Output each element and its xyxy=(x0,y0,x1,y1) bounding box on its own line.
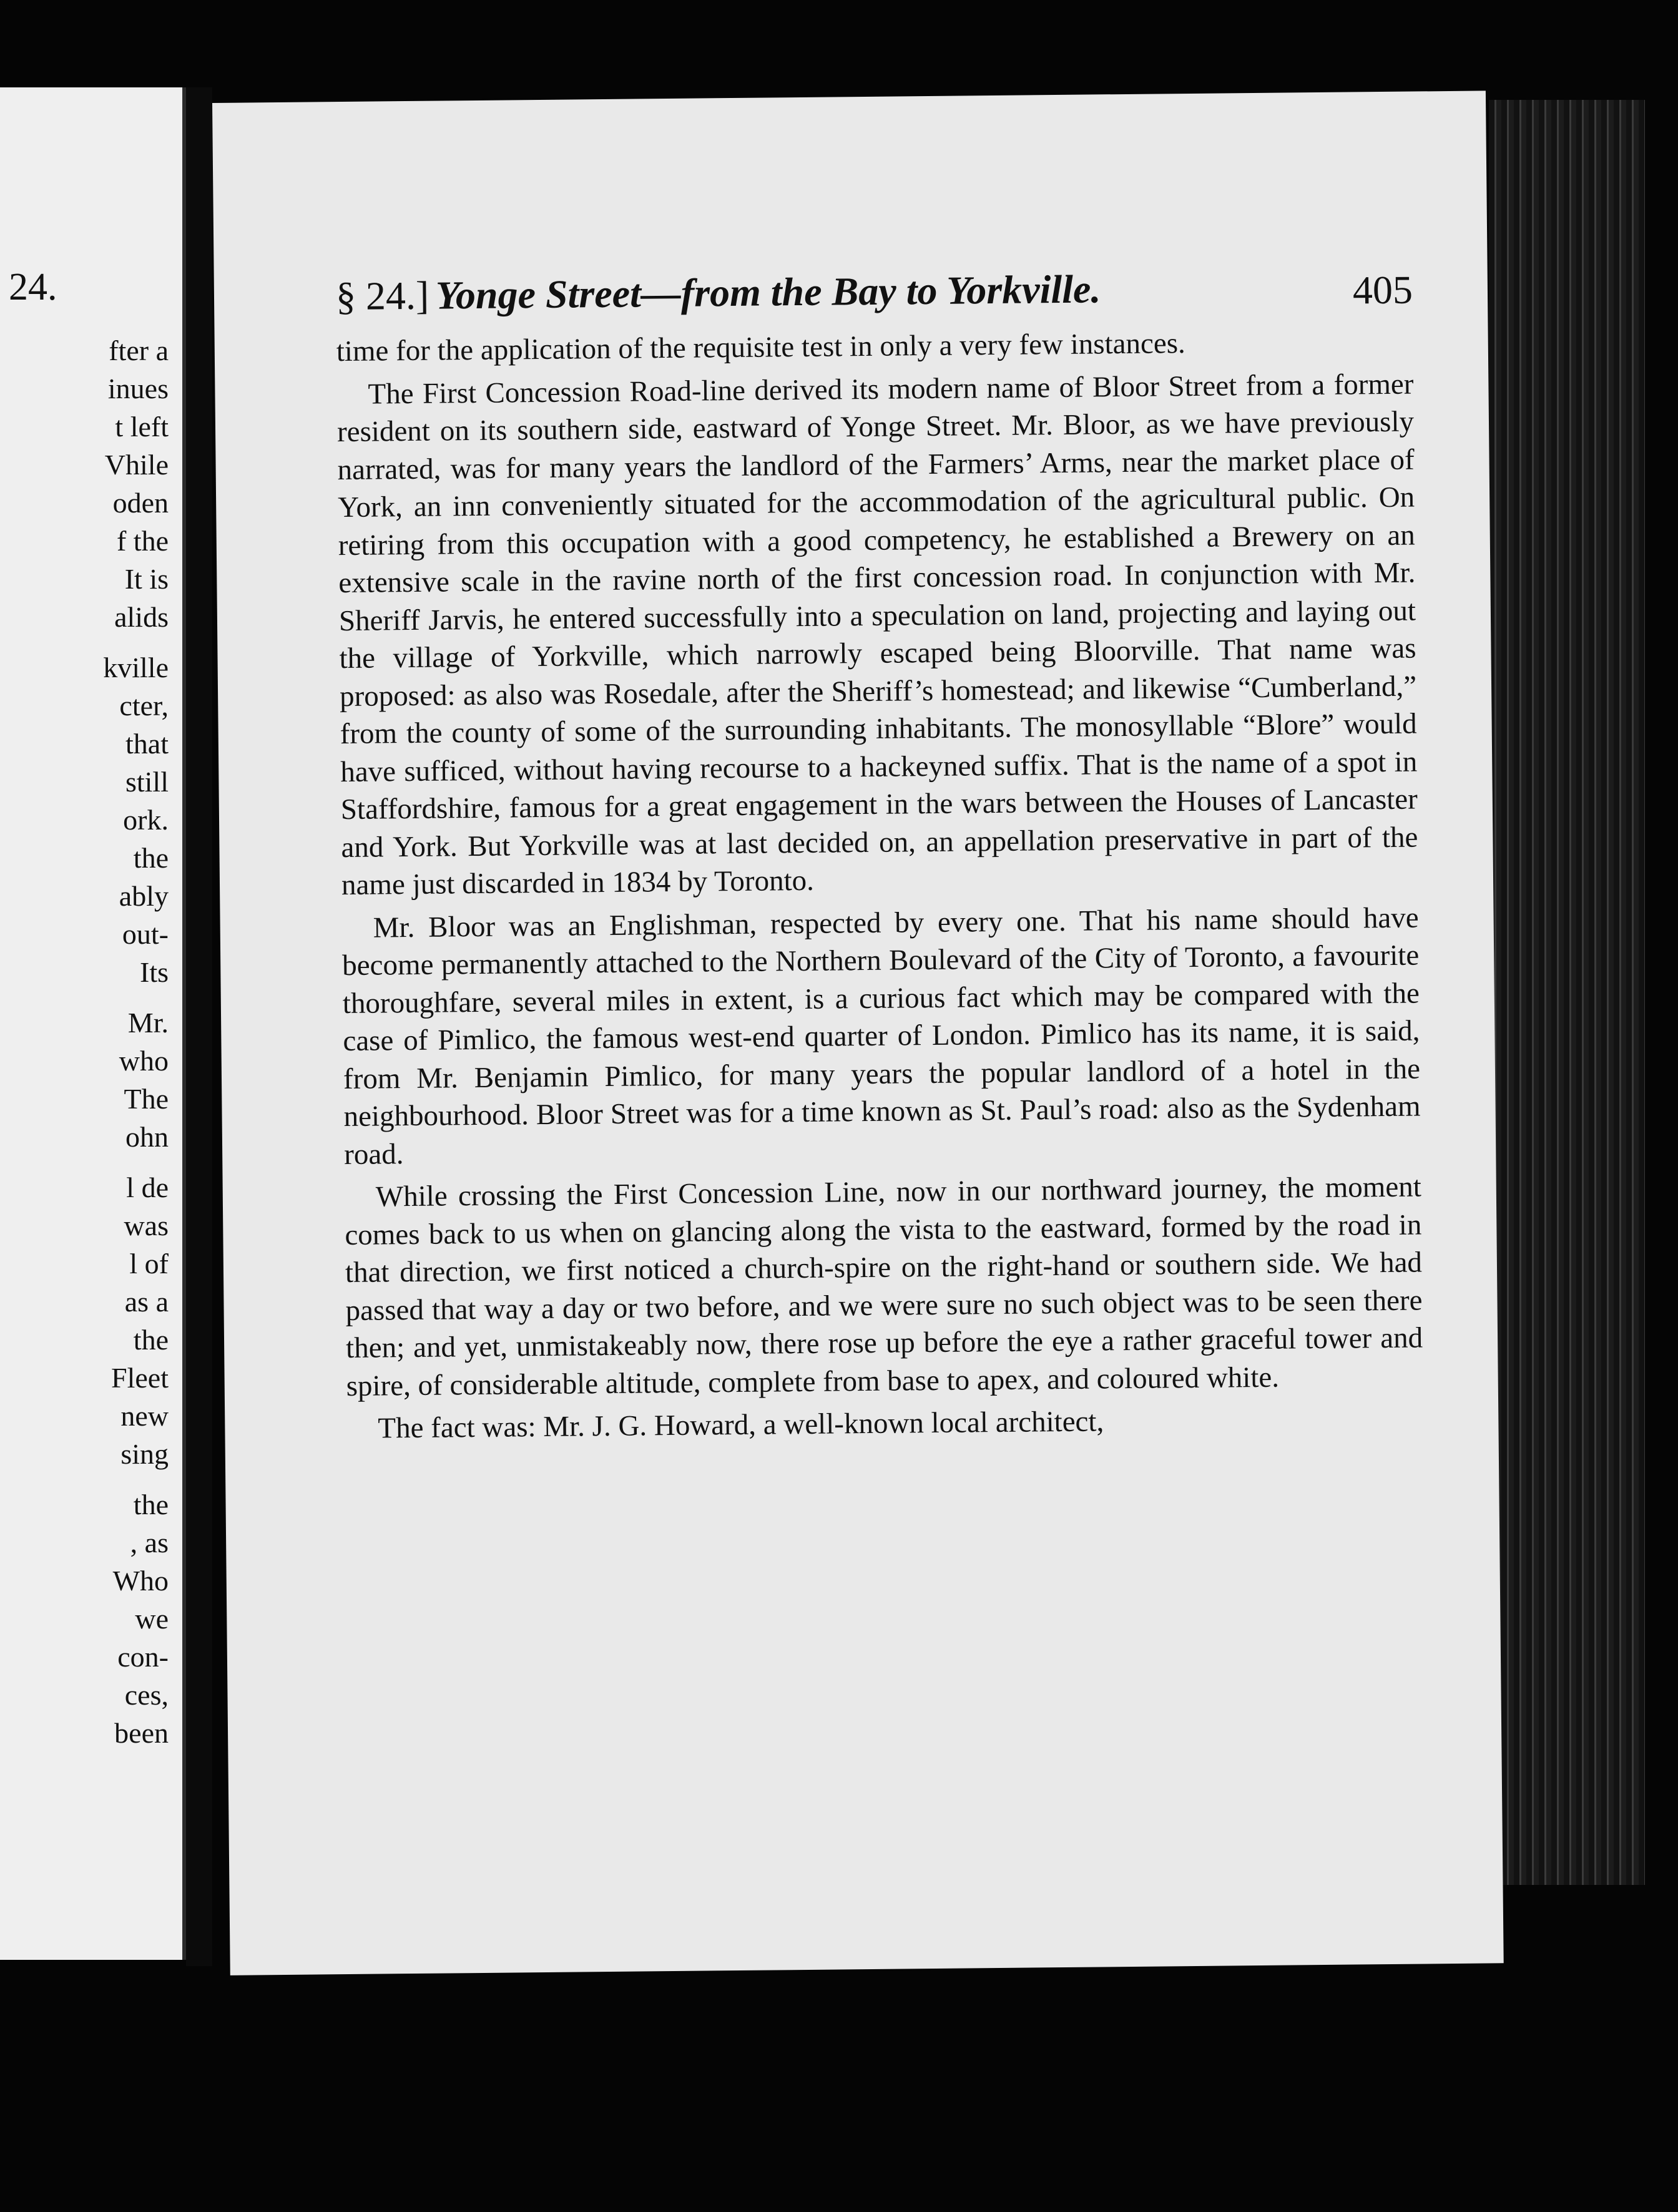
previous-page-line: It is xyxy=(124,563,169,595)
previous-page-line: Vhile xyxy=(104,449,169,481)
previous-page-line: the xyxy=(133,1489,169,1520)
book-gutter xyxy=(186,87,212,1966)
previous-page-line: Mr. xyxy=(127,1007,169,1039)
previous-page-line: new xyxy=(120,1400,169,1432)
previous-page-line: ably xyxy=(119,880,169,912)
previous-page-line: f the xyxy=(116,525,169,557)
previous-page-fragment xyxy=(0,87,186,1960)
paragraph: While crossing the First Concession Line, now in our northward journey, the moment comes back to us when on glancing along the vista to the eastward, formed by the road in that direction, we first noticed a church-spire on the right-hand or southern side. We had passed that way a day or two before, and we were sure no such object was to be seen there then; and yet, unmistakeably now, there rose up before the eye a rather graceful tower and spire, of considerable altitude, complete from base to apex, and coloured white. xyxy=(345,1170,1423,1402)
previous-page-line: the xyxy=(133,842,169,874)
page-edges xyxy=(1489,100,1645,1885)
previous-page-line: fter a xyxy=(109,335,169,366)
previous-page-line: been xyxy=(114,1717,169,1749)
previous-page-line: , as xyxy=(130,1527,169,1559)
paragraph: Mr. Bloor was an Englishman, respected by every one. That his name should have become permanently attached to the Northern Boulevard of the City of Toronto, a favourite thoroughfare, several miles in extent, is a curious fact which may be compared with the case of Pimlico, the famous west-end quarter of London. Pimlico has its name, it is said, from Mr. Benjamin Pimlico, for many years the popular landlord of a hotel in the neighbourhood. Bloor Street was for a time known as St. Paul’s road: also as the Sydenham road. xyxy=(342,901,1421,1171)
previous-page-line: inues xyxy=(107,373,169,404)
previous-page-line: was xyxy=(124,1210,169,1241)
running-title: Yonge Street—from the Bay to Yorkville. xyxy=(435,267,1101,318)
previous-page-line: as a xyxy=(124,1286,169,1318)
page-body xyxy=(336,323,1424,1453)
previous-page-line: Fleet xyxy=(111,1362,169,1394)
previous-page-line: l de xyxy=(126,1172,169,1203)
previous-page-line: alids xyxy=(114,601,169,633)
previous-page-line: The xyxy=(124,1083,169,1115)
previous-page-line: the xyxy=(133,1324,169,1356)
paragraph: The First Concession Road-line derived its modern name of Bloor Street from a former resident on its southern side, eastward of Yonge Street. Mr. Bloor, as we have previously narrated, was for many years the landlord of the Farmers’ Arms, near the market place of York, an inn conveniently situated for the accommodation of the agricultural public. On retiring from this occupation with a good competency, he established a Brewery on an extensive scale in the ravine north of the first concession road. In conjunction with Mr. Sheriff Jarvis, he entered successfully into a speculation on land, projecting and laying out the village of Yorkville, which narrowly escaped being Bloorville. That name was proposed: as also was Rosedale, after the Sheriff’s homestead; and likewise “Cumberland,” from the county of some of the surrounding inhabitants. The monosyllable “Blore” would have sufficed, without having recourse to a hackeyned suffix. That is the name of a spot in Staffordshire, famous for a great engagement in the wars between the Houses of Lancaster and York. But Yorkville was at last decided on, an appellation preservative in part of the name just discarded in 1834 by Toronto. xyxy=(336,368,1418,902)
previous-page-line: oden xyxy=(112,487,169,519)
previous-page-line: t left xyxy=(115,411,169,443)
current-page xyxy=(212,91,1504,1975)
previous-page-line: Its xyxy=(140,956,169,988)
section-marker: § 24.] xyxy=(335,273,429,319)
paragraph: time for the application of the requisite test in only a very few instances. xyxy=(336,327,1186,368)
previous-page-line: out- xyxy=(122,918,169,950)
previous-page-line: sing xyxy=(120,1438,169,1470)
previous-page-line: kville xyxy=(103,652,169,683)
running-header xyxy=(336,263,1413,330)
previous-page-number: 24. xyxy=(9,266,57,308)
previous-page-line: still xyxy=(125,766,169,798)
previous-page-line: ohn xyxy=(125,1121,169,1153)
page-number: 405 xyxy=(1352,267,1413,313)
previous-page-line: Who xyxy=(112,1565,169,1597)
previous-page-line: ork. xyxy=(123,804,169,836)
previous-page-line: ces, xyxy=(124,1679,169,1711)
previous-page-line: that xyxy=(125,728,169,760)
paragraph: The fact was: Mr. J. G. Howard, a well-known local architect, xyxy=(378,1405,1104,1445)
previous-page-line: who xyxy=(119,1045,169,1077)
previous-page-line: cter, xyxy=(119,690,169,722)
previous-page-line: l of xyxy=(129,1248,169,1280)
previous-page-line: con- xyxy=(117,1641,169,1673)
previous-page-line: we xyxy=(135,1603,169,1635)
